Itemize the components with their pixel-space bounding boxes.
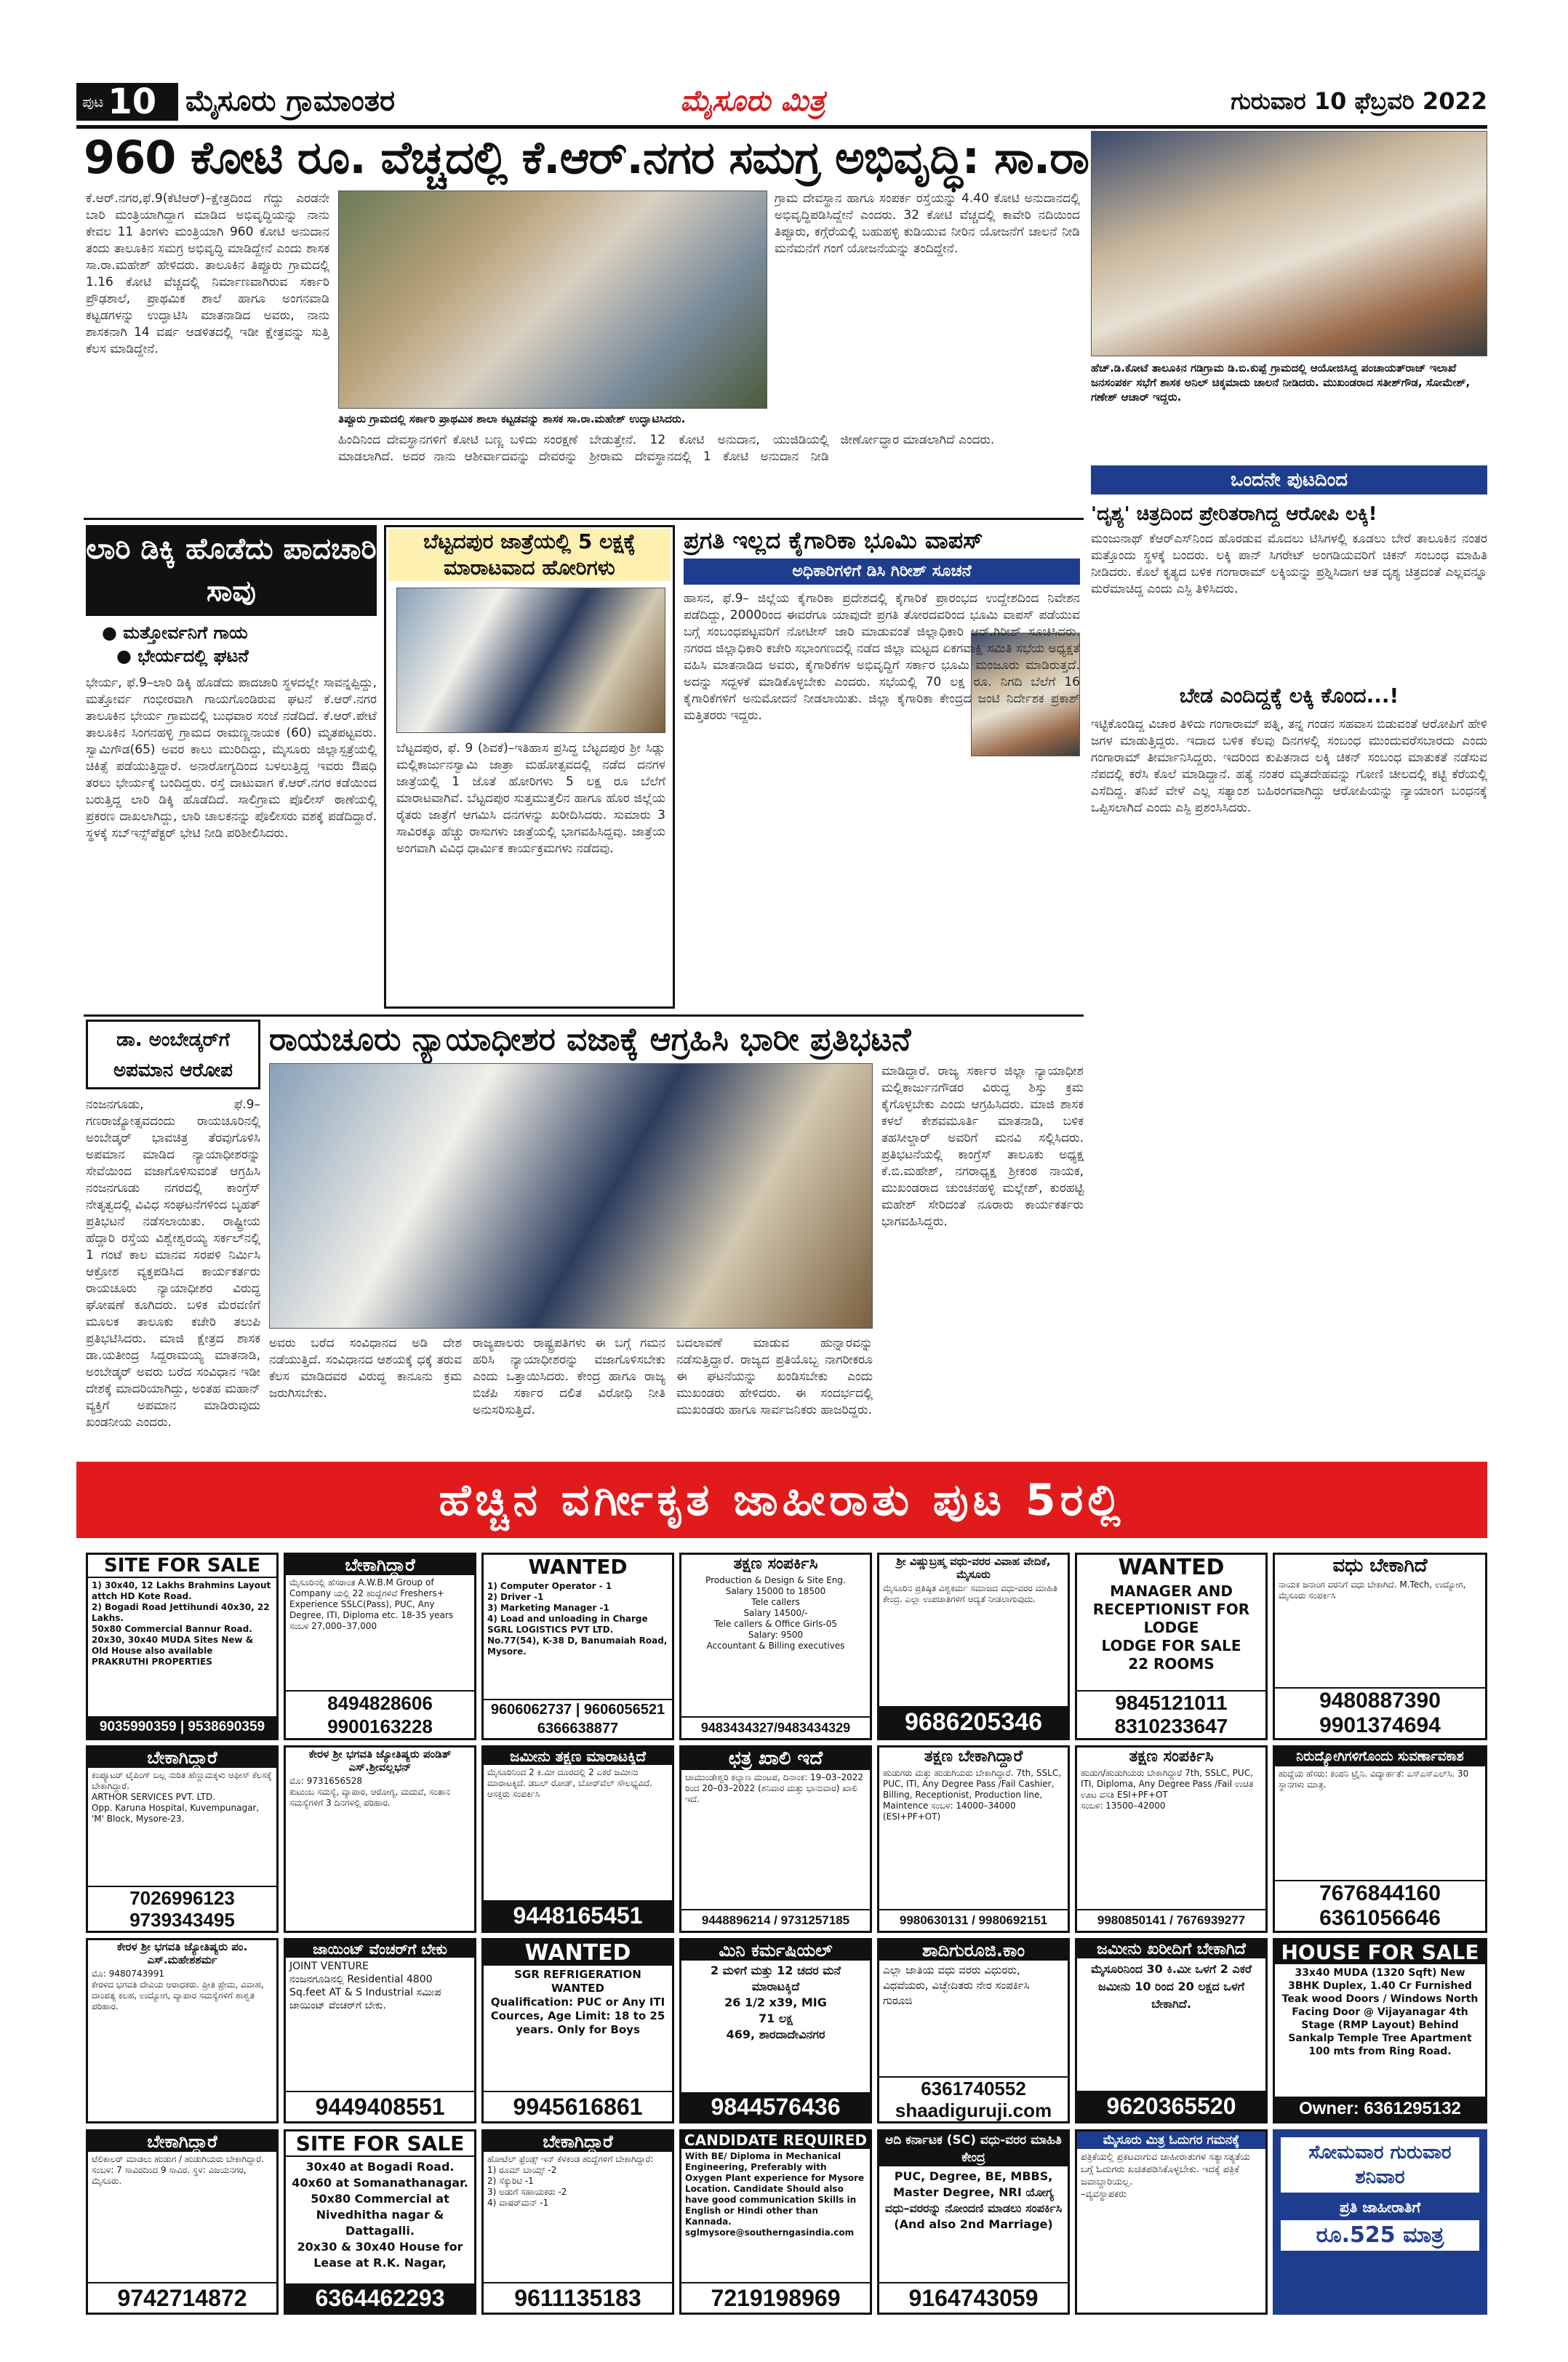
classified-ad[interactable]: ಕೇರಳ ಶ್ರೀ ಭಗವತಿ ಜ್ಯೋತಿಷ್ಯರು ಪಂ. ಎಸ್.ಮಹೇಶಶರ್ಮ ಮೊ: 9480743991 ಕೇರಳದ ಭಗವತಿ ದೇವಿಯ ಆರಾಧಕರು. ಪ್ರೀತಿ ಪ್ರೇಮ, ವಿವಾಹ, ದಾಂಪತ್ಯ ಕಲಹ, ಉದ್ಯೋಗ, ವ್ಯಾಪಾರ ಸಮಸ್ಯೆಗಳಿಗೆ ಶಾಶ್ವತ ಪರಿಹಾರ.	[86, 1938, 279, 2123]
ambedkar-headline-text: ಡಾ. ಅಂಬೇಡ್ಕರ್‌ಗೆ ಅಪಮಾನ ಆರೋಪ	[113, 1029, 233, 1081]
classified-ad[interactable]: CANDIDATE REQUIRED With BE/ Diploma in Mechanical Engineering, Preferably with Oxygen Plant experience for Mysore Location. Candidate Should also have good communication Skills in English or Hindi other than Kannada. sglmysore@southerngasindia.com 7219198969	[679, 2129, 872, 2315]
row2-rule	[84, 518, 1084, 520]
classified-banner-text: ಹೆಚ್ಚಿನ ವರ್ಗೀಕೃತ ಜಾಹೀರಾತು ಪುಟ 5ರಲ್ಲಿ	[439, 1474, 1125, 1526]
lakshmi-body-1: ಮಂಜುನಾಥ್ ಕೆಆರ್‌ಎಸ್‌ನಿಂದ ಹೊರಡುವ ಮೊದಲು ಟಿಸಿಗಳಲ್ಲಿ ಕೂಡಲು ಬೇರೆ ತಾಲೂಕಿನ ನಂತರ ಮತ್ತೊಂದು ಸ್ಥಳಕ್ಕೆ ಬಂದರು. ಲಕ್ಕಿ ಪಾನ್ ಸಿಗರೇಟ್ ಅಂಗಡಿಯವರಿಗೆ ಚಿಕನ್ ಸಂಬಂಧ ಮಾಹಿತಿ ನೀಡಿದರು. ಕೊಲೆ ಕೃತ್ಯದ ಬಳಿಕ ಗಂಗಾರಾಮ್ ಲಕ್ಕಿಯನ್ನು ಪ್ರಶ್ನಿಸಿದಾಗ ಆತ ದೃಶ್ಯ ಚಿತ್ರದಂತೆ ಎಲ್ಲವನ್ನೂ ಮರೆಮಾಚಿದ್ದ ಎಂದು ಎಸ್ಪಿ ತಿಳಿಸಿದರು.	[1091, 532, 1487, 596]
masthead	[76, 81, 1487, 124]
classified-ad[interactable]: ಶ್ರೀ ವಿಷ್ಣುಬ್ರಹ್ಮ ವಧು-ವರರ ವಿವಾಹ ವೇದಿಕೆ, ಮೈಸೂರು ಮೈಸೂರಿನ ಪ್ರತಿಷ್ಠಿತ ವಿಶ್ವಕರ್ಮ ಸಮಾಜದ ವಧು-ವರರ ಮಾಹಿತಿ ಕೇಂದ್ರ. ಎಲ್ಲಾ ಉಪಜಾತಿಗಳಿಗೆ ಆದ್ಯತೆ ನೀಡಲಾಗುವುದು. 9686205346	[877, 1553, 1070, 1740]
lead-photo	[338, 191, 767, 409]
classified-ad[interactable]: WANTED SGR REFRIGERATION WANTED Qualification: PUC or Any ITI Cources, Age Limit: 18 to 25 years. Only for Boys 9945616861	[481, 1938, 674, 2123]
page-number: 10	[108, 81, 157, 122]
ambedkar-body: ನಂಜನಗೂಡು, ಫೆ.9–ಗಣರಾಜ್ಯೋತ್ಸವದಂದು ರಾಯಚೂರಿನಲ್ಲಿ ಅಂಬೇಡ್ಕರ್ ಭಾವಚಿತ್ರ ತೆರವುಗೊಳಿಸಿ ಅಪಮಾನ ಮಾಡಿದ ನ್ಯಾಯಾಧೀಶರನ್ನು ಸೇವೆಯಿಂದ ವಜಾಗೊಳಿಸುವಂತೆ ಆಗ್ರಹಿಸಿ ನಂಜನಗೂಡು ನಗರದಲ್ಲಿ ಕಾಂಗ್ರೆಸ್ ನೇತೃತ್ವದಲ್ಲಿ ವಿವಿಧ ಸಂಘಟನೆಗಳಿಂದ ಬೃಹತ್ ಪ್ರತಿಭಟನೆ ನಡೆಸಲಾಯಿತು. ರಾಷ್ಟ್ರೀಯ ಹೆದ್ದಾರಿ ರಸ್ತೆಯ ವಿಶ್ವೇಶ್ವರಯ್ಯ ಸರ್ಕಲ್‌ನಲ್ಲಿ 1 ಗಂಟೆ ಕಾಲ ಮಾನವ ಸರಪಳಿ ನಿರ್ಮಿಸಿ ಆಕ್ರೋಶ ವ್ಯಕ್ತಪಡಿಸಿದ ಕಾರ್ಯಕರ್ತರು ರಾಯಚೂರು ನ್ಯಾಯಾಧೀಶರ ವಿರುದ್ಧ ಘೋಷಣೆ ಕೂಗಿದರು. ಬಳಿಕ ಮೆರವಣಿಗೆ ಮೂಲಕ ತಾಲೂಕು ಕಚೇರಿ ತಲುಪಿ ಪ್ರತಿಭಟಿಸಿದರು. ಮಾಜಿ ಕ್ಷೇತ್ರದ ಶಾಸಕ ಡಾ.ಯತೀಂದ್ರ ಸಿದ್ದರಾಮಯ್ಯ ಮಾತನಾಡಿ, ಅಂಬೇಡ್ಕರ್ ಅವರು ಬರೆದ ಸಂವಿಧಾನ ಇಡೀ ದೇಶಕ್ಕೆ ಮಾದರಿಯಾಗಿದ್ದು, ಅಂತಹ ಮಹಾನ್ ವ್ಯಕ್ತಿಗೆ ಅಪಮಾನ ಮಾಡಿರುವುದು ಖಂಡನೀಯ ಎಂದರು.	[86, 1097, 260, 1430]
raichur-body-mid-2: ರಾಜ್ಯಪಾಲರು ರಾಷ್ಟ್ರಪತಿಗಳು ಈ ಬಗ್ಗೆ ಗಮನ ಹರಿಸಿ ನ್ಯಾಯಾಧೀಶರನ್ನು ವಜಾಗೊಳಿಸಬೇಕು ಎಂದು ಒತ್ತಾಯಿಸಿದರು. ಕೇಂದ್ರ ಹಾಗೂ ರಾಜ್ಯ ಬಿಜೆಪಿ ಸರ್ಕಾರ ದಲಿತ ವಿರೋಧಿ ನೀತಿ ಅನುಸರಿಸುತ್ತಿದೆ.	[473, 1336, 665, 1417]
classified-ad[interactable]: SITE FOR SALE 30x40 at Bogadi Road. 40x60 at Somanathanagar. 50x80 Commercial at Nivedhitha nagar & Dattagalli. 20x30 & 30x40 House for Lease at R.K. Nagar, 6364462293	[284, 2129, 476, 2315]
issue-date: ಗುರುವಾರ 10 ಫೆಬ್ರವರಿ 2022	[1231, 87, 1487, 115]
classified-ad[interactable]: ತಕ್ಷಣ ಸಂಪರ್ಕಿಸಿ ಹುಡುಗ/ಹುಡುಗಿಯರು ಬೇಕಾಗಿದ್ದಾರೆ 7th, SSLC, PUC, ITI, Diploma, Any Degree Pass /Fail ಉಚಿತ ಊಟ ವಸತಿ ESI+PF+OT ಸಂಬಳ: 13500–42000 9980850141 / 7676939277	[1075, 1745, 1268, 1933]
classified-ad[interactable]: ನಿರುದ್ಯೋಗಿಗಳಿಗೊಂದು ಸುವರ್ಣಾವಕಾಶ ಹುದ್ದೆಯ ಹೆಸರು: ಕಂಪನಿ ಟ್ರೈನಿ. ವಿದ್ಯಾರ್ಹತೆ: ಎಸ್ಎಸ್ಎಲ್‌ಸಿ. 30 ಸ್ಥಾನಗಳು ಮಾತ್ರ. 7676844160 6361056646	[1273, 1745, 1487, 1933]
classified-ad[interactable]: ಬೇಕಾಗಿದ್ದಾರೆ ಹೋಟೆಲ್ ಫ್ರೆಂಡ್ಸ್ ಇನ್ ಕೆಳಕಂಡ ಹುದ್ದೆಗಳಿಗೆ ಬೇಕಾಗಿದ್ದಾರೆ: 1) ರೂಮ್ ಬಾಯ್ಸ್ -2 2) ಸೆಕ್ಯುರಿಟಿ -1 3) ಅಡುಗೆ ಸಹಾಯಕರು -2 4) ವಾಷರ್‌ಮನ್ -1 9611135183	[481, 2129, 674, 2315]
paper-logo: ಮೈಸೂರು ಮಿತ್ರ	[680, 84, 825, 118]
lorry-headline	[86, 525, 377, 616]
lead-col3: ಹಿಂದಿನಿಂದ ದೇವಸ್ಥಾನಗಳಿಗೆ ಕೋಟಿ ಬಣ್ಣ ಬಳಿದು ಸಂರಕ್ಷಣೆ ಮಾಡಲಾಗಿದೆ. ಅದರ ನಾನು ಆಶೀರ್ವಾದವನ್ನು ದೇವರನ್ನು ಬೇಡುತ್ತೇನೆ. 12 ಕೋಟಿ ಅನುದಾನ, ಯುಜಿಡಿಯಲ್ಲಿ ಶ್ರೀರಾಮ ದೇವಸ್ಥಾನದಲ್ಲಿ 1 ಕೋಟಿ ಅನುದಾನ ನೀಡಿ ಜೀರ್ಣೋದ್ಧಾರ ಮಾಡಲಾಗಿದೆ ಎಂದರು.	[338, 433, 995, 464]
lorry-headline-text: ಲಾರಿ ಡಿಕ್ಕಿ ಹೊಡೆದು ಪಾದಚಾರಿ ಸಾವು	[86, 532, 377, 608]
raichur-body-mid-1: ಅವರು ಬರೆದ ಸಂವಿಧಾನದ ಅಡಿ ದೇಶ ನಡೆಯುತ್ತಿದೆ. ಸಂವಿಧಾನದ ಆಶಯಕ್ಕೆ ಧಕ್ಕೆ ತರುವ ಕೆಲಸ ಮಾಡಿದವರ ವಿರುದ್ಧ ಕಾನೂನು ಕ್ರಮ ಜರುಗಿಸಬೇಕು.	[269, 1336, 462, 1401]
right-top-photo	[1091, 131, 1487, 356]
pragati-sub: ಅಧಿಕಾರಿಗಳಿಗೆ ಡಿಸಿ ಗಿರೀಶ್ ಸೂಚನೆ	[684, 559, 1080, 585]
classified-ad[interactable]: ಮಿನಿ ಕರ್ಮಷಿಯಲ್ 2 ಮಳಿಗೆ ಮತ್ತು 12 ಚದರ ಮನೆ ಮಾರಾಟಕ್ಕಿದೆ 26 1/2 x39, MIG 71 ಲಕ್ಷ 469, ಶಾರದಾದೇವಿನಗರ 9844576436	[679, 1938, 872, 2123]
lakshmi-headline-1: 'ದೃಶ್ಯ' ಚಿತ್ರದಿಂದ ಪ್ರೇರಿತರಾಗಿದ್ದ ಆರೋಪಿ ಲಕ್ಕಿ!	[1091, 503, 1377, 525]
promo-ad-rate[interactable]: ಸೋಮವಾರ ಗುರುವಾರ ಶನಿವಾರ ಪ್ರತಿ ಜಾಹೀರಾತಿಗೆ ರೂ.525 ಮಾತ್ರ	[1273, 2129, 1487, 2315]
classified-ad[interactable]: WANTED MANAGER AND RECEPTIONIST FOR LODGE LODGE FOR SALE 22 ROOMS 9845121011 8310233647	[1075, 1553, 1268, 1740]
classified-ad[interactable]: ಬೇಕಾಗಿದ್ದಾರೆ ಮೈಸೂರಿನಲ್ಲಿ ಹೆಸರಾಂತ A.W.B.M Group of Company ಯಲ್ಲಿ 22 ಹುದ್ದೆಗಳಿವೆ Freshers+ Experience SSLC(Pass), PUC, Any Degree, ITI, Diploma etc. 18-35 years ಸಂಬಳ 27,000–37,000 8494828606 9900163228	[284, 1553, 476, 1740]
lead-photo-caption: ತಿಪ್ಪೂರು ಗ್ರಾಮದಲ್ಲಿ ಸರ್ಕಾರಿ ಪ್ರಾಥಮಿಕ ಶಾಲಾ ಕಟ್ಟಡವನ್ನು ಶಾಸಕ ಸಾ.ರಾ.ಮಹೇಶ್ ಉದ್ಘಾಟಿಸಿದರು.	[338, 412, 686, 425]
lorry-body: ಭೇರ್ಯ, ಫೆ.9–ಲಾರಿ ಡಿಕ್ಕಿ ಹೊಡೆದು ಪಾದಚಾರಿ ಸ್ಥಳದಲ್ಲೇ ಸಾವನ್ನಪ್ಪಿದ್ದು, ಮತ್ತೋರ್ವ ಗಂಭೀರವಾಗಿ ಗಾಯಗೊಂಡಿರುವ ಘಟನೆ ಕೆ.ಆರ್.ನಗರ ತಾಲೂಕಿನ ಭೇರ್ಯ ಗ್ರಾಮದಲ್ಲಿ ಬುಧವಾರ ಸಂಜೆ ನಡೆದಿದೆ. ಕೆ.ಆರ್.ಪೇಟೆ ತಾಲೂಕಿನ ಸಿಂಗನಹಳ್ಳಿ ಗ್ರಾಮದ ರಾಮಣ್ಣನಾಯಕ (60) ಮೃತಪಟ್ಟವರು. ಸ್ವಾಮಿಗೌಡ(65) ಅವರ ಕಾಲು ಮುರಿದಿದ್ದು, ಮೈಸೂರು ಜಿಲ್ಲಾಸ್ಪತ್ರೆಯಲ್ಲಿ ಚಿಕಿತ್ಸೆ ಪಡೆಯುತ್ತಿದ್ದಾರೆ. ಅನಾರೋಗ್ಯದಿಂದ ಬಳಲುತ್ತಿದ್ದ ಇವರು ಔಷಧಿ ತರಲು ಭೇರ್ಯಕ್ಕೆ ಬಂದಿದ್ದರು. ರಸ್ತೆ ದಾಟುವಾಗ ಕೆ.ಆರ್.ನಗರ ಕಡೆಯಿಂದ ಬರುತ್ತಿದ್ದ ಲಾರಿ ಡಿಕ್ಕಿ ಹೊಡೆದಿದೆ. ಸಾಲಿಗ್ರಾಮ ಪೊಲೀಸ್ ಠಾಣೆಯಲ್ಲಿ ಪ್ರಕರಣ ದಾಖಲಾಗಿದ್ದು, ಲಾರಿ ಚಾಲಕನನ್ನು ಪೊಲೀಸರು ವಶಕ್ಕೆ ಪಡೆದಿದ್ದಾರೆ. ಸ್ಥಳಕ್ಕೆ ಸಬ್‌ಇನ್ಸ್‌ಪೆಕ್ಟರ್ ಭೇಟಿ ನೀಡಿ ಪರಿಶೀಲಿಸಿದರು.	[86, 676, 377, 841]
continued-kicker: ಒಂದನೇ ಪುಟದಿಂದ	[1091, 465, 1487, 495]
raichur-headline: ರಾಯಚೂರು ನ್ಯಾಯಾಧೀಶರ ವಜಾಕ್ಕೆ ಆಗ್ರಹಿಸಿ ಭಾರೀ ಪ್ರತಿಭಟನೆ	[269, 1021, 911, 1058]
classified-ad[interactable]: ಬೇಕಾಗಿದ್ದಾರೆ ಟೆಲಿಕಾಲರ್ ಮಾಡಲು ಹುಡುಗ / ಹುಡುಗಿಯರು ಬೇಕಾಗಿದ್ದಾರೆ. ಸಂಬಳ: 7 ಸಾವಿರದಿಂದ 9 ಸಾವಿರ. ಸ್ಥಳ: ವಿಜಯನಗರ, ಮೈಸೂರು. 9742714872	[86, 2129, 279, 2315]
lead-headline: 960 ಕೋಟಿ ರೂ. ವೆಚ್ಚದಲ್ಲಿ ಕೆ.ಆರ್.ನಗರ ಸಮಗ್ರ ಅಭಿವೃದ್ಧಿ: ಸಾ.ರಾ	[84, 131, 1089, 184]
classified-ad[interactable]: WANTED 1) Computer Operator - 1 2) Driver -1 3) Marketing Manager -1 4) Load and unloading in Charge SGRL LOGISTICS PVT LTD. No.77(54), K-38 D, Banumaiah Road, Mysore. 9606062737 | 9606056521 6366638877	[481, 1553, 674, 1740]
classified-ad[interactable]: ಬೇಕಾಗಿದ್ದಾರೆ ಕಂಪ್ಯೂಟರ್ ಟೈಪಿಂಗ್ ಬಲ್ಲ ನುರಿತ ಹೆಣ್ಣುಮಕ್ಕಳು ಆಫೀಸ್ ಕೆಲಸಕ್ಕೆ ಬೇಕಾಗಿದ್ದಾರೆ. ARTHOR SERVICES PVT. LTD. Opp. Karuna Hospital, Kuvempunagar, 'M' Block, Mysore-23. 7026996123 9739343495	[86, 1745, 279, 1933]
lead-col1: ಕೆ.ಆರ್.ನಗರ,ಫೆ.9(ಕೆಟಿಆರ್)–ಕ್ಷೇತ್ರದಿಂದ ಗೆದ್ದು ಎರಡನೇ ಬಾರಿ ಮಂತ್ರಿಯಾಗಿದ್ದಾಗ ಮಾಡಿದ ಅಭಿವೃದ್ಧಿಯನ್ನು ನಾನು ಕೇವಲ 11 ತಿಂಗಳು ಮಂತ್ರಿಯಾಗಿ 960 ಕೋಟಿ ಅನುದಾನ ತಂದು ತಾಲೂಕಿನ ಸಮಗ್ರ ಅಭಿವೃದ್ಧಿ ಮಾಡಿದ್ದೇನೆ ಎಂದು ಶಾಸಕ ಸಾ.ರಾ.ಮಹೇಶ್ ಹೇಳಿದರು. ತಾಲೂಕಿನ ತಿಪ್ಪೂರು ಗ್ರಾಮದಲ್ಲಿ 1.16 ಕೋಟಿ ವೆಚ್ಚದಲ್ಲಿ ನಿರ್ಮಾಣವಾಗಿರುವ ಸರ್ಕಾರಿ ಪ್ರೌಢಶಾಲೆ, ಪ್ರಾಥಮಿಕ ಶಾಲೆ ಹಾಗೂ ಅಂಗನವಾಡಿ ಕಟ್ಟಡಗಳನ್ನು ಉದ್ಘಾಟಿಸಿ ಮಾತನಾಡಿದ ಅವರು, ನಾನು ಶಾಸಕನಾಗಿ 14 ವರ್ಷ ಆಡಳಿತದಲ್ಲಿ ಇಡೀ ಕ್ಷೇತ್ರವನ್ನು ಸುತ್ತಿ ಕೆಲಸ ಮಾಡಿದ್ದೇನೆ.	[86, 191, 329, 356]
classified-ad[interactable]: HOUSE FOR SALE 33x40 MUDA (1320 Sqft) New 3BHK Duplex, 1.40 Cr Furnished Teak wood Doors / Windows North Facing Door @ Vijayanagar 4th Stage (RMP Layout) Behind Sankalp Temple Tree Apartment 100 mts from Ring Road. Owner: 6361295132	[1273, 1938, 1487, 2123]
classified-ad[interactable]: ವಧು ಬೇಕಾಗಿದೆ ನಾಯಕ ಜನಾಂಗ ವರನಿಗೆ ವಧು ಬೇಕಾಗಿದೆ. M.Tech, ಉದ್ಯೋಗ, ಮೈಸೂರು ಸಂಪರ್ಕಿಸಿ 9480887390 9901374694	[1273, 1553, 1487, 1740]
classified-ad[interactable]: ಆದಿ ಕರ್ನಾಟಕ (SC) ವಧು-ವರರ ಮಾಹಿತಿ ಕೇಂದ್ರ PUC, Degree, BE, MBBS, Master Degree, NRI ಯೋಗ್ಯ ವಧು–ವರರನ್ನು ನೋಂದಣಿ ಮಾಡಲು ಸಂಪರ್ಕಿಸಿ (And also 2nd Marriage) 9164743059	[877, 2129, 1070, 2315]
section-name: ಮೈಸೂರು ಗ್ರಾಮಾಂತರ	[185, 84, 396, 118]
classified-ad[interactable]: ಜಮೀನು ತಕ್ಷಣ ಮಾರಾಟಕ್ಕಿದೆ ಮೈಸೂರಿನಿಂದ 2 ಕಿ.ಮೀ ದೂರದಲ್ಲಿ 2 ಎಕರೆ ಜಮೀನು ಮಾರಾಟಕ್ಕಿದೆ. ಡಬಲ್ ರೋಡ್, ಬೋರ್‌ವೆಲ್ ಸೌಲಭ್ಯವಿದೆ. ಆಸಕ್ತರು ಸಂಪರ್ಕಿಸಿ 9448165451	[481, 1745, 674, 1933]
raichur-photo	[269, 1063, 873, 1329]
jatre-photo	[396, 588, 665, 733]
raichur-body-right: ಮಾಡಿದ್ದಾರೆ. ರಾಜ್ಯ ಸರ್ಕಾರ ಜಿಲ್ಲಾ ನ್ಯಾಯಾಧೀಶ ಮಲ್ಲಿಕಾರ್ಜುನಗೌಡರ ವಿರುದ್ಧ ಶಿಸ್ತು ಕ್ರಮ ಕೈಗೊಳ್ಳಬೇಕು ಎಂದು ಆಗ್ರಹಿಸಿದರು. ಮಾಜಿ ಶಾಸಕ ಕಳಲೆ ಕೇಶವಮೂರ್ತಿ ಮಾತನಾಡಿ, ಬಳಿಕ ತಹಸೀಲ್ದಾರ್ ಅವರಿಗೆ ಮನವಿ ಸಲ್ಲಿಸಿದರು. ಪ್ರತಿಭಟನೆಯಲ್ಲಿ ಕಾಂಗ್ರೆಸ್ ತಾಲೂಕು ಅಧ್ಯಕ್ಷ ಕೆ.ಬಿ.ಮಹೇಶ್, ನಗರಾಧ್ಯಕ್ಷ ಶ್ರೀಕಂಠ ನಾಯಕ, ಮುಖಂಡರಾದ ಚುಂಚನಹಳ್ಳಿ ಮಲ್ಲೇಶ್, ಕುರಹಟ್ಟಿ ಮಹೇಶ್ ಸೇರಿದಂತೆ ನೂರಾರು ಕಾರ್ಯಕರ್ತರು ಭಾಗವಹಿಸಿದ್ದರು.	[881, 1064, 1084, 1229]
lorry-sub-1: ● ಮತ್ತೋರ್ವನಿಗೆ ಗಾಯ	[102, 622, 248, 643]
masthead-rule	[76, 125, 1487, 129]
classified-ad[interactable]: ಜಾಯಿಂಟ್ ವೆಂಚರ್‌ಗೆ ಬೇಕು JOINT VENTURE ನಂಜನಗೂಡಿನಲ್ಲಿ Residential 4800 Sq.feet AT & S Industrial ಸಮೀಪ ಜಾಯಿಂಟ್ ವೆಂಚರ್‌ಗೆ ಬೇಕು. 9449408551	[284, 1938, 476, 2123]
classified-ad[interactable]: ತಕ್ಷಣ ಬೇಕಾಗಿದ್ದಾರೆ ಹುಡುಗರು ಮತ್ತು ಹುಡುಗಿಯರು ಬೇಕಾಗಿದ್ದಾರೆ. 7th, SSLC, PUC, ITI, Any Degree Pass /Fail Cashier, Billing, Receptionist, Production line, Maintence ಸಂಬಳ: 14000–34000 (ESI+PF+OT) 9980630131 / 9980692151	[877, 1745, 1070, 1933]
classified-ad[interactable]: ಜಮೀನು ಖರೀದಿಗೆ ಬೇಕಾಗಿದೆ ಮೈಸೂರಿನಿಂದ 30 ಕಿ.ಮೀ ಒಳಗೆ 2 ಎಕರೆ ಜಮೀನು 10 ರಿಂದ 20 ಲಕ್ಷದ ಒಳಗೆ ಬೇಕಾಗಿದೆ. 9620365520	[1075, 1938, 1268, 2123]
jatre-headline: ಬೆಟ್ಟದಪುರ ಜಾತ್ರೆಯಲ್ಲಿ 5 ಲಕ್ಷಕ್ಕೆ ಮಾರಾಟವಾದ ಹೋರಿಗಳು	[388, 529, 671, 581]
lead-col2: ಗ್ರಾಮ ದೇವಸ್ಥಾನ ಹಾಗೂ ಸಂಪರ್ಕ ರಸ್ತೆಯನ್ನು 4.40 ಕೋಟಿ ಅನುದಾನದಲ್ಲಿ ಅಭಿವೃದ್ಧಿಪಡಿಸಿದ್ದೇನೆ ಎಂದರು. 32 ಕೋಟಿ ವೆಚ್ಚದಲ್ಲಿ ಕಾವೇರಿ ನದಿಯಿಂದ ತಿಪ್ಪೂರು, ಕಗ್ಗೆರೆಯಲ್ಲಿ ಬಹುಹಳ್ಳಿ ಕುಡಿಯುವ ನೀರಿನ ಯೋಜನೆಗೆ ಚಾಲನೆ ನೀಡಿ ಮನೆಮನೆಗೆ ಗಂಗೆ ಯೋಜನೆಯನ್ನು ತಂದಿದ್ದೇನೆ.	[775, 191, 1080, 256]
classified-ad[interactable]: ತಕ್ಷಣ ಸಂಪರ್ಕಿಸಿ Production & Design & Site Eng. Salary 15000 to 18500 Tele callers Salary 14500/- Tele callers & Office Girls-05 Salary: 9500 Accountant & Billing executives 9483434327/9483434329	[679, 1553, 872, 1740]
right-photo-caption: ಹೆಚ್.ಡಿ.ಕೋಟೆ ತಾಲೂಕಿನ ಗಡಿಗ್ರಾಮ ಡಿ.ಬಿ.ಕುಪ್ಪೆ ಗ್ರಾಮದಲ್ಲಿ ಆಯೋಜಿಸಿದ್ದ ಪಂಚಾಯತ್‌ರಾಜ್ ಇಲಾಖೆ ಜನಸಂಪರ್ಕ ಸಭೆಗೆ ಶಾಸಕ ಅನಿಲ್ ಚಿಕ್ಕಮಾದು ಚಾಲನೆ ನೀಡಿದರು. ಮುಖಂಡರಾದ ಸತೀಶ್‌ಗೌಡ, ಸೋಮೇಶ್, ಗಣೇಶ್ ಆಚಾರ್ ಇದ್ದರು.	[1091, 361, 1471, 404]
raichur-body-mid-3: ಬದಲಾವಣೆ ಮಾಡುವ ಹುನ್ನಾರವನ್ನು ನಡೆಸುತ್ತಿದ್ದಾರೆ. ರಾಜ್ಯದ ಪ್ರತಿಯೊಬ್ಬ ನಾಗರೀಕರೂ ಈ ಘಟನೆಯನ್ನು ಖಂಡಿಸಬೇಕು ಎಂದು ಮುಖಂಡರು ಹೇಳಿದರು. ಈ ಸಂದರ್ಭದಲ್ಲಿ ಮುಖಂಡರು ಹಾಗೂ ಸಾರ್ವಜನಿಕರು ಹಾಜರಿದ್ದರು.	[676, 1336, 873, 1417]
lakshmi-headline-2: ಬೇಡ ಎಂದಿದ್ದಕ್ಕೆ ಲಕ್ಕಿ ಕೊಂದ...!	[1179, 684, 1399, 708]
classified-ad[interactable]: ಮೈಸೂರು ಮಿತ್ರ ಓದುಗರ ಗಮನಕ್ಕೆ ಪತ್ರಿಕೆಯಲ್ಲಿ ಪ್ರಕಟವಾಗುವ ಜಾಹೀರಾತುಗಳ ಸತ್ಯಾಸತ್ಯತೆಯ ಬಗ್ಗೆ ಓದುಗರು ಖಚಿತಪಡಿಸಿಕೊಳ್ಳಬೇಕು. ಇದಕ್ಕೆ ಪತ್ರಿಕೆ ಜವಾಬ್ದಾರಿಯಲ್ಲ. –ವ್ಯವಸ್ಥಾಪಕರು	[1075, 2129, 1268, 2315]
pragati-body: ಹಾಸನ, ಫೆ.9– ಜಿಲ್ಲೆಯ ಕೈಗಾರಿಕಾ ಪ್ರದೇಶದಲ್ಲಿ ಕೈಗಾರಿಕೆ ಪ್ರಾರಂಭದ ಉದ್ದೇಶದಿಂದ ನಿವೇಶನ ಪಡೆದಿದ್ದು, 2000ರಿಂದ ಈವರೆಗೂ ಯಾವುದೇ ಪ್ರಗತಿ ತೋರದವರಿಂದ ಭೂಮಿ ವಾಪಸ್ ಪಡೆಯುವ ಬಗ್ಗೆ ಸಂಬಂಧಪಟ್ಟವರಿಗೆ ನೋಟೀಸ್ ಜಾರಿ ಮಾಡುವಂತೆ ಜಿಲ್ಲಾಧಿಕಾರಿ ಆರ್.ಗಿರೀಶ್ ಸೂಚಿಸಿದರು. ನಗರದ ಜಿಲ್ಲಾಧಿಕಾರಿ ಕಚೇರಿ ಸಭಾಂಗಣದಲ್ಲಿ ನಡೆದ ಜಿಲ್ಲಾ ಮಟ್ಟದ ಏಕಗವಾಕ್ಷಿ ಸಮಿತಿ ಸಭೆಯ ಅಧ್ಯಕ್ಷತೆ ವಹಿಸಿ ಮಾತನಾಡಿದ ಅವರು, ಕೈಗಾರಿಕೆಗಳ ಅಭಿವೃದ್ಧಿಗೆ ಸರ್ಕಾರ ಭೂಮಿ ಮಂಜೂರು ಮಾಡಿರುತ್ತದೆ. ಅದನ್ನು ಸದ್ಬಳಕೆ ಮಾಡಿಕೊಳ್ಳಬೇಕು ಎಂದರು. ಸಭೆಯಲ್ಲಿ 70 ಲಕ್ಷ ರೂ. ನಿಗದಿ ಬೆಲೆಗೆ 16 ಕೈಗಾರಿಕೆಗಳಿಗೆ ಅನುಮೋದನೆ ನೀಡಲಾಯಿತು. ಜಿಲ್ಲಾ ಕೈಗಾರಿಕಾ ಕೇಂದ್ರದ ಜಂಟಿ ನಿರ್ದೇಶಕ ಪ್ರಕಾಶ್ ಮತ್ತಿತರರು ಇದ್ದರು.	[684, 591, 1080, 723]
row3-rule	[84, 1014, 1084, 1017]
lakshmi-body-2: ಇಟ್ಟಿಕೊಂಡಿದ್ದ ವಿಚಾರ ತಿಳಿದು ಗಂಗಾರಾಮ್ ಪತ್ನಿ, ತನ್ನ ಗಂಡನ ಸಹವಾಸ ಬಿಡುವಂತೆ ಆರೋಪಿಗೆ ಹೇಳಿ ಜಗಳ ಮಾಡುತ್ತಿದ್ದರು. ಇದಾದ ಬಳಿಕ ಕೆಲವು ದಿನಗಳಲ್ಲಿ ಸಂಬಂಧ ಮುಂದುವರೆಸಬಾರದು ಎಂದು ಗಂಗಾರಾಮ್ ತೀರ್ಮಾನಿಸಿದ್ದರು. ಇದರಿಂದ ಕುಪಿತನಾದ ಲಕ್ಕಿ ಚಿಕನ್ ಸಂಬಂಧ ಮಾತುಕತೆ ನಡೆಸುವ ನೆಪದಲ್ಲಿ ಕರೆಸಿ ಕೊಲೆ ಮಾಡಿದ್ದಾನೆ. ಹತ್ಯೆ ನಂತರ ಮೃತದೇಹವನ್ನು ಗೋಣಿ ಚೀಲದಲ್ಲಿ ಕಟ್ಟಿ ಕೆರೆಯಲ್ಲಿ ಎಸೆದಿದ್ದ. ತನಿಖೆ ವೇಳೆ ಎಲ್ಲ ಸತ್ಯಾಂಶ ಬಹಿರಂಗವಾಗಿದ್ದು ಆರೋಪಿಯನ್ನು ನ್ಯಾಯಾಂಗ ಬಂಧನಕ್ಕೆ ಒಪ್ಪಿಸಲಾಗಿದೆ ಎಂದು ಎಸ್ಪಿ ಪ್ರಶಂಸಿಸಿದರು.	[1091, 717, 1487, 815]
pragati-headline: ಪ್ರಗತಿ ಇಲ್ಲದ ಕೈಗಾರಿಕಾ ಭೂಮಿ ವಾಪಸ್	[684, 527, 983, 554]
classified-ad[interactable]: ಛತ್ರ ಖಾಲಿ ಇದೆ ಚಾಮುಂಡೇಶ್ವರಿ ಕಲ್ಯಾಣ ಮಂಟಪ, ದಿನಾಂಕ: 19–03–2022 ರಿಂದ 20–03–2022 (ಶನಿವಾರ ಮತ್ತು ಭಾನುವಾರ) ಖಾಲಿ ಇದೆ. 9448896214 / 9731257185	[679, 1745, 872, 1933]
classified-banner	[76, 1462, 1487, 1538]
classified-ad[interactable]: ಶಾದಿಗುರೂಜಿ.ಕಾಂ ಎಲ್ಲಾ ಜಾತಿಯ ವಧು ವರರು ವಿಧುರರು, ವಿಧವೆಯರು, ವಿಚ್ಛೇದಿತರು ನೇರ ಸಂಪರ್ಕಿಸಿ ಗುರೂಜಿ 6361740552 shaadiguruji.com	[877, 1938, 1070, 2123]
page-number-box	[76, 83, 178, 121]
ambedkar-headline	[86, 1020, 260, 1089]
page-label: ಪುಟ	[82, 93, 104, 111]
classified-ad[interactable]: ಕೇರಳ ಶ್ರೀ ಭಗವತಿ ಜ್ಯೋತಿಷ್ಯರು ಪಂಡಿತ್ ಎಸ್.ಶ್ರೀವಲ್ಲಭನ್ ಮೊ: 9731656528 ಕುಟುಂಬ ಸಮಸ್ಯೆ, ವ್ಯಾಪಾರ, ಆರೋಗ್ಯ, ಮದುವೆ, ಸಂತಾನ ಸಮಸ್ಯೆಗಳಿಗೆ 3 ದಿನಗಳಲ್ಲಿ ಪರಿಹಾರ.	[284, 1745, 476, 1933]
lorry-sub-2: ● ಭೇರ್ಯದಲ್ಲಿ ಘಟನೆ	[116, 646, 249, 666]
jatre-body: ಬೆಟ್ಟದಪುರ, ಫೆ. 9 (ಶಿವಕೆ)–ಇತಿಹಾಸ ಪ್ರಸಿದ್ಧ ಬೆಟ್ಟದಪುರ ಶ್ರೀ ಸಿಡ್ಲು ಮಲ್ಲಿಕಾರ್ಜುನಸ್ವಾಮಿ ಜಾತ್ರಾ ಮಹೋತ್ಸವದಲ್ಲಿ ನಡೆದ ದನಗಳ ಜಾತ್ರೆಯಲ್ಲಿ 1 ಜೊತೆ ಹೋರಿಗಳು 5 ಲಕ್ಷ ರೂ ಬೆಲೆಗೆ ಮಾರಾಟವಾಗಿವೆ. ಬೆಟ್ಟದಪುರ ಸುತ್ತಮುತ್ತಲಿನ ಹಾಗೂ ಹೊರ ಜಿಲ್ಲೆಯ ರೈತರು ಜಾತ್ರೆಗೆ ಆಗಮಿಸಿ ದನಗಳನ್ನು ಖರೀದಿಸಿದರು. ಸುಮಾರು 3 ಸಾವಿರಕ್ಕೂ ಹೆಚ್ಚು ರಾಸುಗಳು ಜಾತ್ರೆಯಲ್ಲಿ ಭಾಗವಹಿಸಿದ್ದವು. ಜಾತ್ರೆಯ ಅಂಗವಾಗಿ ವಿವಿಧ ಧಾರ್ಮಿಕ ಕಾರ್ಯಕ್ರಮಗಳು ನಡೆದವು.	[396, 741, 665, 856]
classified-ad[interactable]: SITE FOR SALE 1) 30x40, 12 Lakhs Brahmins Layout attch HD Kote Road. 2) Bogadi Road Jettihundi 40x30, 22 Lakhs. 50x80 Commercial Bannur Road. 20x30, 30x40 MUDA Sites New & Old House also available PRAKRUTHI PROPERTIES 9035990359 | 9538690359	[86, 1553, 279, 1740]
